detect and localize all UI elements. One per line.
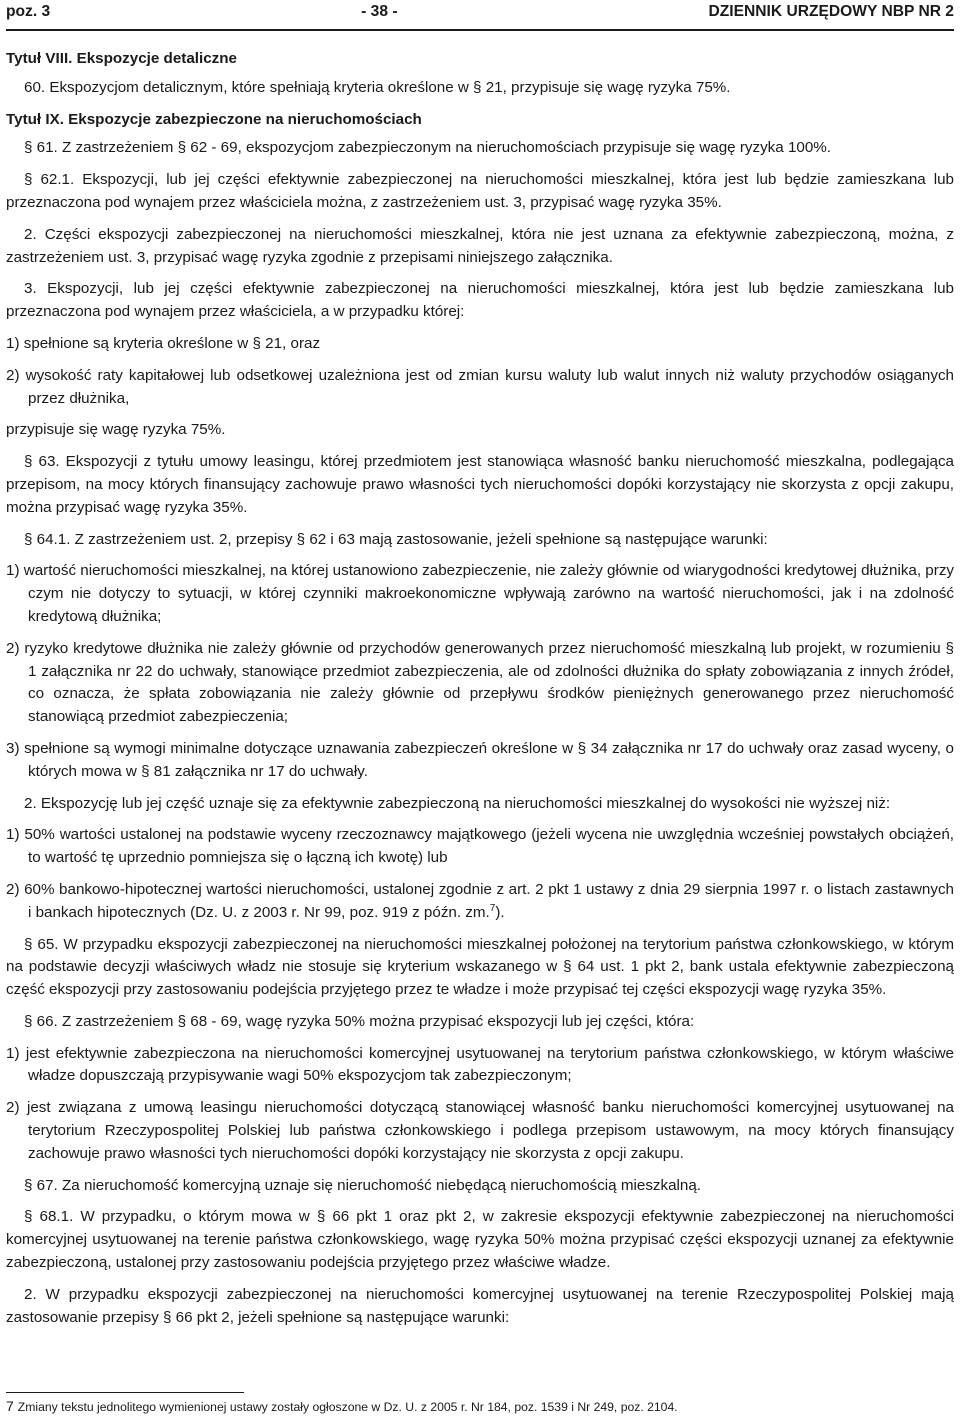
header-position: poz. 3 bbox=[6, 3, 51, 20]
page-header bbox=[6, 0, 954, 31]
header-journal-title: DZIENNIK URZĘDOWY NBP NR 2 bbox=[708, 3, 954, 20]
footnote bbox=[6, 1399, 678, 1415]
header-page-number: - 38 - bbox=[361, 3, 398, 20]
paragraph-66: § 66. Z zastrzeżeniem § 68 - 69, wagę ryzyka 50% można przypisać ekspozycji lub jej części, która: bbox=[24, 1012, 695, 1030]
section-title-ix: Tytuł IX. Ekspozycje zabezpieczone na nieruchomościach bbox=[6, 110, 422, 128]
paragraph-62-2: 2. Części ekspozycji zabezpieczonej na nieruchomości mieszkalnej, która nie jest uznana za efektywnie zabezpieczoną, można, z zastrzeżeniem ust. 3, przypisać wagę ryzyka zgodnie z przepisami niniejszego załącznika. bbox=[6, 225, 954, 266]
footnote-text: Zmiany tekstu jednolitego wymienionej ustawy zostały ogłoszone w Dz. U. z 2005 r. Nr 184, poz. 1539 i Nr 249, poz. 2104. bbox=[17, 1400, 678, 1414]
list-item: 2) ryzyko kredytowe dłużnika nie zależy głównie od przychodów generowanych przez nieruchomość mieszkalną lub projekt, w rozumieniu § 1 załącznika nr 22 do uchwały, stanowiące przedmiot zabezpieczenia, ale od zdolności dłużnika do spłaty zobowiązania z innych źródeł, co oznacza, że spłata zobowiązania nie zależy głównie od przepływu środków pieniężnych generowanego przez nieruchomość stanowiącą przedmiot zabezpieczenia; bbox=[6, 639, 954, 726]
document-body bbox=[6, 48, 954, 1329]
paragraph-68-2: 2. W przypadku ekspozycji zabezpieczonej na nieruchomości komercyjnej usytuowanej na terenie Rzeczypospolitej Polskiej mają zastosowanie przepisy § 66 pkt 2, jeżeli spełnione są następujące warunki: bbox=[6, 1285, 954, 1326]
list-item: 3) spełnione są wymogi minimalne dotyczące uznawania zabezpieczeń określone w § 34 załącznika nr 17 do uchwały oraz zasad wyceny, o których mowa w § 81 załącznika nr 17 do uchwały. bbox=[6, 739, 954, 780]
paragraph-68-1: § 68.1. W przypadku, o którym mowa w § 66 pkt 1 oraz pkt 2, w zakresie ekspozycji efektywnie zabezpieczonej na nieruchomości komercyjnej usytuowanej na terenie państwa członkowskiego, wagę ryzyka 50% można przypisać części ekspozycji uznanej za efektywnie zabezpieczoną, ustalonej przy zastosowaniu podejścia przyjętego przez właściwe władze. bbox=[6, 1208, 954, 1272]
paragraph-61: § 61. Z zastrzeżeniem § 62 - 69, ekspozycjom zabezpieczonym na nieruchomościach przypisuje się wagę ryzyka 100%. bbox=[24, 139, 832, 157]
paragraph-62-3: 3. Ekspozycji, lub jej części efektywnie zabezpieczonej na nieruchomości mieszkalnej, która jest lub będzie zamieszkana lub przeznaczona pod wynajem przez właściciela, a w przypadku której: bbox=[6, 280, 954, 321]
list-item: 1) wartość nieruchomości mieszkalnej, na której ustanowiono zabezpieczenie, nie zależy głównie od wiarygodności kredytowej dłużnika, przy czym nie dotyczy to sytuacji, w której czynniki makroekonomiczne wpływają zarówno na wartość nieruchomości, jak i na zdolność kredytową dłużnika; bbox=[6, 562, 955, 625]
paragraph-63: § 63. Ekspozycji z tytułu umowy leasingu, której przedmiotem jest stanowiąca własność banku nieruchomość mieszkalna, podlegająca przepisom, na mocy których finansujący zachowuje prawo własności tych nieruchomości dopóki korzystający nie skorzysta z opcji zakupu, można przypisać wagę ryzyka 35%. bbox=[6, 453, 954, 516]
list-item-text: 2) 60% bankowo-hipotecznej wartości nieruchomości, ustalonej zgodnie z art. 2 pkt 1 ustawy z dnia 29 sierpnia 1997 r. o listach zastawnych i bankach hipotecznych (Dz. U. z 2003 r. Nr 99, poz. 919 z późn. zm. bbox=[6, 880, 954, 921]
list-item: 1) jest efektywnie zabezpieczona na nieruchomości komercyjnej usytuowanej na terytorium państwa członkowskiego, w którym właściwe władze dopuszczają przypisywanie wagi 50% ekspozycjom tak zabezpieczonym; bbox=[6, 1044, 954, 1085]
list-item: 2) wysokość raty kapitałowej lub odsetkowej uzależniona jest od zmian kursu waluty lub walut innych niż waluty przychodów osiąganych przez dłużnika, bbox=[6, 366, 954, 407]
list-item bbox=[6, 879, 954, 925]
paragraph-60: 60. Ekspozycjom detalicznym, które spełniają kryteria określone w § 21, przypisuje się wagę ryzyka 75%. bbox=[24, 78, 731, 96]
paragraph-64-1: § 64.1. Z zastrzeżeniem ust. 2, przepisy § 62 i 63 mają zastosowanie, jeżeli spełnione są następujące warunki: bbox=[24, 530, 768, 548]
paragraph-64-2: 2. Ekspozycję lub jej część uznaje się za efektywnie zabezpieczoną na nieruchomości mieszkalnej do wysokości nie wyższej niż: bbox=[24, 794, 891, 812]
list-item: 1) spełnione są kryteria określone w § 21, oraz bbox=[6, 334, 321, 352]
paragraph-62-3-conclusion: przypisuje się wagę ryzyka 75%. bbox=[6, 421, 226, 439]
paragraph-62-1: § 62.1. Ekspozycji, lub jej części efektywnie zabezpieczonej na nieruchomości mieszkalnej, która jest lub będzie zamieszkana lub przeznaczona pod wynajem przez właściciela można, z zastrzeżeniem ust. 3, przypisać wagę ryzyka 35%. bbox=[6, 171, 954, 211]
paragraph-67: § 67. Za nieruchomość komercyjną uznaje się nieruchomość niebędącą nieruchomością mieszkalną. bbox=[24, 1176, 702, 1194]
paragraph-65: § 65. W przypadku ekspozycji zabezpieczonej na nieruchomości mieszkalnej położonej na terytorium państwa członkowskiego, w którym na podstawie decyzji właściwych władz nie stosuje się kryterium wskazanego w § 64 ust. 1 pkt 2, bank ustala efektywnie zabezpieczoną część ekspozycji przy zastosowaniu podejścia przyjętego przez te władze i może przypisać tej części ekspozycji wagę ryzyka 35%. bbox=[6, 935, 954, 999]
footnote-divider bbox=[6, 1392, 244, 1393]
list-item-tail: ). bbox=[495, 903, 505, 921]
footnote-reference: 7 bbox=[489, 902, 496, 914]
footnote-number: 7 bbox=[6, 1398, 14, 1414]
list-item: 2) jest związana z umową leasingu nieruchomości dotyczącą stanowiącej własność banku nieruchomości komercyjnej usytuowanej na terytorium Rzeczypospolitej Polskiej lub państwa członkowskiego i podlega przepisom ustawowym, na mocy których finansujący zachowuje prawo własności tych nieruchomości dopóki korzystający nie skorzysta z opcji zakupu. bbox=[6, 1099, 954, 1162]
list-item: 1) 50% wartości ustalonej na podstawie wyceny rzeczoznawcy majątkowego (jeżeli wycena nie uwzględnia wcześniej powstałych obciążeń, to wartość tę uprzednio pomniejsza się o łączną ich kwotę) lub bbox=[6, 826, 954, 867]
section-title-viii: Tytuł VIII. Ekspozycje detaliczne bbox=[6, 50, 237, 67]
